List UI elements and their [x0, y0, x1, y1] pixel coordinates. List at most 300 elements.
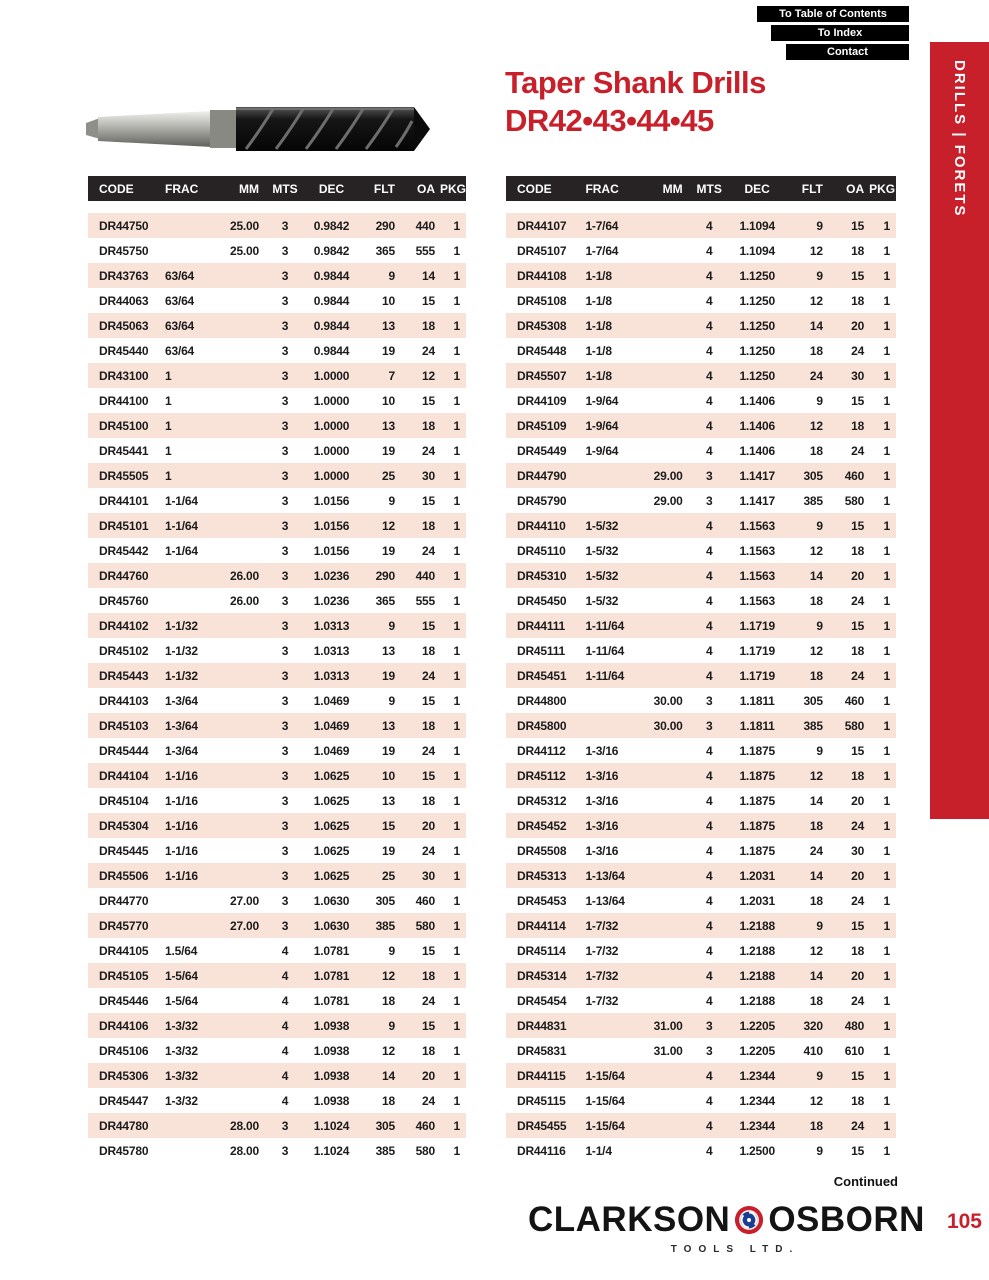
- cell-mts: 4: [281, 1043, 289, 1058]
- cell-mts: 4: [705, 1093, 713, 1108]
- cell-pkg: 1: [453, 768, 460, 783]
- cell-flt: 19: [382, 743, 395, 758]
- cell-oa: 15: [422, 293, 435, 308]
- cell-mm: [644, 238, 690, 263]
- cell-oa: 20: [851, 868, 865, 883]
- cell-mm: 27.00: [229, 893, 259, 908]
- brand-clarkson: CLARKSON: [528, 1200, 731, 1239]
- cell-code: DR45790: [517, 493, 567, 508]
- cell-pkg: 1: [883, 1043, 890, 1058]
- cell-oa: 18: [851, 643, 865, 658]
- table-row: [88, 1113, 466, 1138]
- cell-dec: 1.0469: [313, 693, 350, 708]
- cell-pkg: 1: [453, 418, 460, 433]
- cell-dec: 1.0000: [313, 443, 350, 458]
- nav-index-button[interactable]: To Index: [771, 25, 909, 41]
- cell-oa: 24: [422, 343, 435, 358]
- cell-flt: 14: [809, 968, 823, 983]
- cell-code: DR45442: [99, 543, 149, 558]
- cell-mm: [644, 563, 690, 588]
- cell-oa: 15: [851, 743, 865, 758]
- cell-mm: [222, 813, 267, 838]
- cell-oa: 460: [415, 1118, 435, 1133]
- cell-dec: 1.0625: [313, 793, 350, 808]
- table-row: [88, 438, 466, 463]
- cell-mts: 4: [281, 1068, 289, 1083]
- cell-frac: 1-1/64: [165, 493, 198, 508]
- cell-mm: [644, 813, 690, 838]
- cell-oa: 15: [422, 1018, 435, 1033]
- cell-mts: 3: [281, 393, 289, 408]
- cell-flt: 385: [375, 1143, 395, 1158]
- cell-frac: [165, 238, 222, 263]
- cell-code: DR44114: [517, 918, 566, 933]
- cell-mm: [644, 213, 690, 238]
- cell-oa: 18: [422, 418, 435, 433]
- cell-dec: 1.0630: [313, 893, 350, 908]
- cell-mts: 4: [705, 293, 713, 308]
- column-header-pkg: PKG: [440, 176, 466, 201]
- cell-code: DR44760: [99, 568, 149, 583]
- cell-flt: 9: [388, 493, 395, 508]
- cell-pkg: 1: [453, 1118, 460, 1133]
- cell-frac: 1-7/64: [585, 218, 619, 233]
- cell-mm: [644, 513, 690, 538]
- table-row: [88, 663, 466, 688]
- cell-mm: 31.00: [653, 1043, 683, 1058]
- cell-dec: 0.9844: [313, 343, 350, 358]
- cell-mm: [644, 413, 690, 438]
- cell-oa: 15: [851, 218, 865, 233]
- cell-mm: 29.00: [653, 493, 683, 508]
- cell-code: DR45314: [517, 968, 567, 983]
- cell-dec: 1.0156: [313, 543, 350, 558]
- cell-mts: 3: [281, 368, 289, 383]
- cell-mts: 3: [281, 593, 289, 608]
- cell-dec: 1.0000: [313, 368, 350, 383]
- cell-dec: 1.1563: [739, 568, 775, 583]
- cell-mm: [644, 613, 690, 638]
- cell-mts: 3: [705, 1018, 713, 1033]
- cell-dec: 1.1406: [739, 418, 775, 433]
- table-row: [506, 1038, 896, 1063]
- cell-mm: 31.00: [653, 1018, 683, 1033]
- cell-dec: 1.1811: [739, 693, 775, 708]
- cell-pkg: 1: [453, 368, 460, 383]
- cell-dec: 1.0313: [313, 668, 350, 683]
- cell-pkg: 1: [883, 268, 890, 283]
- cell-oa: 460: [844, 693, 865, 708]
- cell-oa: 24: [851, 993, 865, 1008]
- cell-mm: [222, 1038, 267, 1063]
- cell-frac: 1-11/64: [585, 668, 625, 683]
- cell-mts: 4: [705, 818, 713, 833]
- cell-pkg: 1: [883, 818, 890, 833]
- cell-code: DR44100: [99, 393, 149, 408]
- cell-mm: [222, 613, 267, 638]
- cell-oa: 555: [415, 243, 435, 258]
- cell-oa: 24: [851, 1118, 865, 1133]
- cell-pkg: 1: [453, 593, 460, 608]
- cell-code: DR44115: [517, 1068, 566, 1083]
- cell-pkg: 1: [883, 643, 890, 658]
- cell-mm: [644, 1138, 690, 1163]
- cell-mm: [222, 313, 267, 338]
- cell-frac: 1-3/64: [165, 718, 198, 733]
- cell-frac: 1-9/64: [585, 443, 619, 458]
- cell-frac: [165, 913, 222, 938]
- table-row: [88, 813, 466, 838]
- cell-mm: [222, 663, 267, 688]
- continued-label: Continued: [833, 1174, 898, 1189]
- cell-code: DR45304: [99, 818, 149, 833]
- cell-flt: 24: [809, 368, 823, 383]
- cell-dec: 1.0469: [313, 718, 350, 733]
- cell-mts: 3: [281, 568, 289, 583]
- cell-mm: 26.00: [229, 593, 259, 608]
- cell-code: DR45308: [517, 318, 567, 333]
- cell-flt: 12: [809, 943, 823, 958]
- cell-code: DR45831: [517, 1043, 567, 1058]
- cell-mm: [222, 988, 267, 1013]
- cell-flt: 12: [809, 643, 823, 658]
- cell-frac: 1-1/8: [585, 368, 612, 383]
- table-row: [88, 763, 466, 788]
- table-row: [88, 388, 466, 413]
- cell-pkg: 1: [453, 1043, 460, 1058]
- cell-code: DR45312: [517, 793, 567, 808]
- cell-flt: 18: [809, 668, 823, 683]
- table-row: [506, 438, 896, 463]
- cell-frac: 1-3/32: [165, 1068, 198, 1083]
- table-row: [88, 1063, 466, 1088]
- cell-mm: [222, 738, 267, 763]
- cell-oa: 18: [422, 518, 435, 533]
- cell-dec: 1.2344: [739, 1093, 775, 1108]
- cell-pkg: 1: [883, 868, 890, 883]
- table-row: [88, 263, 466, 288]
- table-row: [506, 1113, 896, 1138]
- cell-mts: 4: [705, 668, 713, 683]
- cell-oa: 555: [415, 593, 435, 608]
- cell-mm: [644, 838, 690, 863]
- cell-oa: 24: [851, 893, 865, 908]
- cell-code: DR45780: [99, 1143, 149, 1158]
- table-row: [88, 1088, 466, 1113]
- cell-oa: 610: [844, 1043, 865, 1058]
- table-row: [88, 888, 466, 913]
- table-row: [88, 738, 466, 763]
- table-row: [88, 338, 466, 363]
- cell-mm: [222, 838, 267, 863]
- table-row: [88, 988, 466, 1013]
- cell-frac: [585, 463, 644, 488]
- column-header-mts: MTS: [691, 176, 728, 201]
- cell-mm: 29.00: [653, 468, 683, 483]
- table-row: [506, 513, 896, 538]
- cell-flt: 14: [809, 868, 823, 883]
- cell-dec: 1.1719: [739, 618, 775, 633]
- cell-code: DR45448: [517, 343, 567, 358]
- cell-code: DR45105: [99, 968, 149, 983]
- cell-mm: [222, 288, 267, 313]
- cell-mm: [644, 288, 690, 313]
- cell-frac: 1-7/64: [585, 243, 619, 258]
- table-row: [506, 563, 896, 588]
- cell-dec: 1.1094: [739, 218, 775, 233]
- cell-dec: 0.9844: [313, 318, 350, 333]
- cell-dec: 1.2188: [739, 918, 775, 933]
- cell-oa: 18: [851, 243, 865, 258]
- cell-oa: 20: [851, 793, 865, 808]
- cell-dec: 1.1875: [739, 818, 775, 833]
- cell-frac: 1-3/16: [585, 818, 619, 833]
- table-row: [506, 313, 896, 338]
- cell-code: DR45100: [99, 418, 149, 433]
- table-row: [88, 788, 466, 813]
- cell-code: DR44105: [99, 943, 149, 958]
- cell-mm: [644, 763, 690, 788]
- column-header-dec: DEC: [303, 176, 360, 201]
- cell-frac: 1-15/64: [585, 1093, 625, 1108]
- cell-pkg: 1: [453, 643, 460, 658]
- cell-oa: 24: [422, 543, 435, 558]
- cell-mts: 3: [281, 668, 289, 683]
- cell-frac: 1: [165, 418, 172, 433]
- cell-oa: 15: [422, 693, 435, 708]
- table-row: [506, 663, 896, 688]
- cell-code: DR45506: [99, 868, 149, 883]
- nav-contact-button[interactable]: Contact: [786, 44, 909, 60]
- drill-illustration: [84, 92, 432, 166]
- cell-frac: 63/64: [165, 343, 195, 358]
- cell-pkg: 1: [453, 393, 460, 408]
- cell-flt: 9: [388, 943, 395, 958]
- table-row: [506, 588, 896, 613]
- column-header-flt: FLT: [360, 176, 400, 201]
- cell-flt: 18: [382, 1093, 395, 1108]
- cell-code: DR44790: [517, 468, 567, 483]
- cell-frac: [585, 713, 644, 738]
- cell-frac: [165, 1138, 222, 1163]
- cell-code: DR44101: [99, 493, 149, 508]
- cell-flt: 19: [382, 343, 395, 358]
- cell-mts: 4: [705, 243, 713, 258]
- cell-flt: 12: [382, 518, 395, 533]
- cell-code: DR44780: [99, 1118, 149, 1133]
- cell-flt: 18: [382, 993, 395, 1008]
- table-row: [506, 913, 896, 938]
- cell-flt: 12: [382, 1043, 395, 1058]
- table-row: [506, 213, 896, 238]
- table-row: [88, 938, 466, 963]
- cell-mm: [644, 913, 690, 938]
- table-row: [506, 1088, 896, 1113]
- cell-oa: 30: [422, 468, 435, 483]
- cell-flt: 305: [803, 468, 823, 483]
- cell-pkg: 1: [453, 968, 460, 983]
- nav-table-of-contents-button[interactable]: To Table of Contents: [757, 6, 909, 22]
- cell-frac: 63/64: [165, 318, 195, 333]
- cell-pkg: 1: [883, 218, 890, 233]
- cell-frac: 1-3/16: [585, 743, 619, 758]
- cell-mts: 4: [705, 918, 713, 933]
- cell-mts: 3: [281, 468, 289, 483]
- cell-dec: 1.1875: [739, 743, 775, 758]
- table-row: [88, 488, 466, 513]
- cell-dec: 1.0000: [313, 468, 350, 483]
- cell-mts: 4: [705, 368, 713, 383]
- table-row: [506, 1138, 896, 1163]
- cell-mm: [222, 413, 267, 438]
- cell-frac: 1-1/8: [585, 343, 612, 358]
- cell-mm: [222, 488, 267, 513]
- cell-dec: 1.1811: [739, 718, 775, 733]
- cell-pkg: 1: [883, 293, 890, 308]
- column-header-frac: FRAC: [165, 176, 222, 201]
- cell-mm: [222, 963, 267, 988]
- cell-flt: 365: [375, 243, 395, 258]
- cell-dec: 1.1417: [739, 493, 775, 508]
- cell-flt: 12: [382, 968, 395, 983]
- cell-mts: 4: [705, 1118, 713, 1133]
- cell-dec: 1.0938: [313, 1043, 350, 1058]
- cell-dec: 1.2205: [739, 1018, 775, 1033]
- cell-code: DR44116: [517, 1143, 566, 1158]
- cell-dec: 1.0781: [313, 943, 350, 958]
- cell-pkg: 1: [453, 568, 460, 583]
- cell-dec: 1.2188: [739, 993, 775, 1008]
- table-row: [88, 963, 466, 988]
- cell-code: DR45104: [99, 793, 149, 808]
- cell-oa: 14: [422, 268, 435, 283]
- cell-frac: 1-1/8: [585, 293, 612, 308]
- cell-mts: 3: [281, 843, 289, 858]
- cell-flt: 9: [388, 693, 395, 708]
- cell-dec: 1.0625: [313, 768, 350, 783]
- cell-mm: [644, 338, 690, 363]
- cell-pkg: 1: [883, 943, 890, 958]
- cell-code: DR45110: [517, 543, 566, 558]
- table-row: [88, 538, 466, 563]
- cell-mm: [222, 788, 267, 813]
- cell-mts: 3: [281, 418, 289, 433]
- cell-dec: 1.1406: [739, 393, 775, 408]
- table-row: [506, 813, 896, 838]
- cell-frac: [165, 1113, 222, 1138]
- cell-pkg: 1: [453, 918, 460, 933]
- cell-frac: 1-7/32: [585, 918, 619, 933]
- cell-pkg: 1: [453, 943, 460, 958]
- cell-frac: 1-3/32: [165, 1018, 198, 1033]
- cell-mts: 3: [281, 1143, 289, 1158]
- table-row: [506, 413, 896, 438]
- cell-oa: 24: [851, 818, 865, 833]
- cell-mts: 3: [705, 468, 713, 483]
- cell-mts: 4: [705, 218, 713, 233]
- cell-mts: 4: [705, 843, 713, 858]
- cell-frac: 1-7/32: [585, 943, 619, 958]
- cell-pkg: 1: [453, 468, 460, 483]
- column-header-mm: MM: [644, 176, 690, 201]
- cell-frac: 1-15/64: [585, 1068, 625, 1083]
- cell-oa: 15: [422, 768, 435, 783]
- cell-pkg: 1: [453, 243, 460, 258]
- table-row: [88, 463, 466, 488]
- cell-pkg: 1: [453, 1068, 460, 1083]
- cell-mm: [222, 513, 267, 538]
- cell-flt: 13: [382, 718, 395, 733]
- cell-code: DR43100: [99, 368, 149, 383]
- table-row: [506, 263, 896, 288]
- cell-dec: 1.0156: [313, 518, 350, 533]
- cell-mm: 30.00: [653, 718, 683, 733]
- cell-dec: 1.1250: [739, 268, 775, 283]
- cell-pkg: 1: [453, 318, 460, 333]
- cell-oa: 24: [422, 443, 435, 458]
- cell-oa: 12: [422, 368, 435, 383]
- cell-mts: 3: [281, 643, 289, 658]
- table-row: [88, 413, 466, 438]
- cell-dec: 0.9844: [313, 268, 350, 283]
- cell-code: DR45107: [517, 243, 567, 258]
- cell-pkg: 1: [883, 743, 890, 758]
- cell-mts: 3: [705, 693, 713, 708]
- cell-mm: [222, 713, 267, 738]
- cell-pkg: 1: [883, 243, 890, 258]
- cell-frac: 1-13/64: [585, 868, 625, 883]
- cell-flt: 18: [809, 893, 823, 908]
- cell-mts: 3: [281, 743, 289, 758]
- cell-code: DR44104: [99, 768, 149, 783]
- cell-mm: [644, 788, 690, 813]
- cell-mts: 3: [705, 1043, 713, 1058]
- cell-dec: 1.0236: [313, 593, 350, 608]
- cell-dec: 1.1024: [313, 1118, 350, 1133]
- cell-mm: 30.00: [653, 693, 683, 708]
- cell-flt: 13: [382, 793, 395, 808]
- cell-oa: 24: [422, 1093, 435, 1108]
- column-header-frac: FRAC: [585, 176, 644, 201]
- cell-code: DR45507: [517, 368, 567, 383]
- cell-oa: 18: [851, 418, 865, 433]
- cell-mts: 4: [281, 1018, 289, 1033]
- cell-flt: 12: [809, 543, 823, 558]
- cell-dec: 1.1719: [739, 643, 775, 658]
- cell-flt: 12: [809, 418, 823, 433]
- cell-dec: 1.1417: [739, 468, 775, 483]
- cell-mts: 3: [281, 318, 289, 333]
- cell-mm: [644, 963, 690, 988]
- cell-mm: [222, 638, 267, 663]
- cell-frac: 1-5/32: [585, 568, 619, 583]
- cell-mts: 4: [705, 443, 713, 458]
- cell-mts: 4: [705, 518, 713, 533]
- cell-flt: 9: [816, 518, 823, 533]
- cell-pkg: 1: [453, 743, 460, 758]
- cell-flt: 9: [816, 218, 823, 233]
- cell-flt: 12: [809, 293, 823, 308]
- cell-mts: 4: [705, 318, 713, 333]
- cell-flt: 410: [803, 1043, 823, 1058]
- cell-oa: 15: [851, 518, 865, 533]
- cell-frac: [585, 1013, 644, 1038]
- table-row: [506, 1063, 896, 1088]
- cell-mm: [222, 463, 267, 488]
- table-row: [88, 1138, 466, 1163]
- cell-frac: 1-1/64: [165, 518, 198, 533]
- cell-mm: [222, 1088, 267, 1113]
